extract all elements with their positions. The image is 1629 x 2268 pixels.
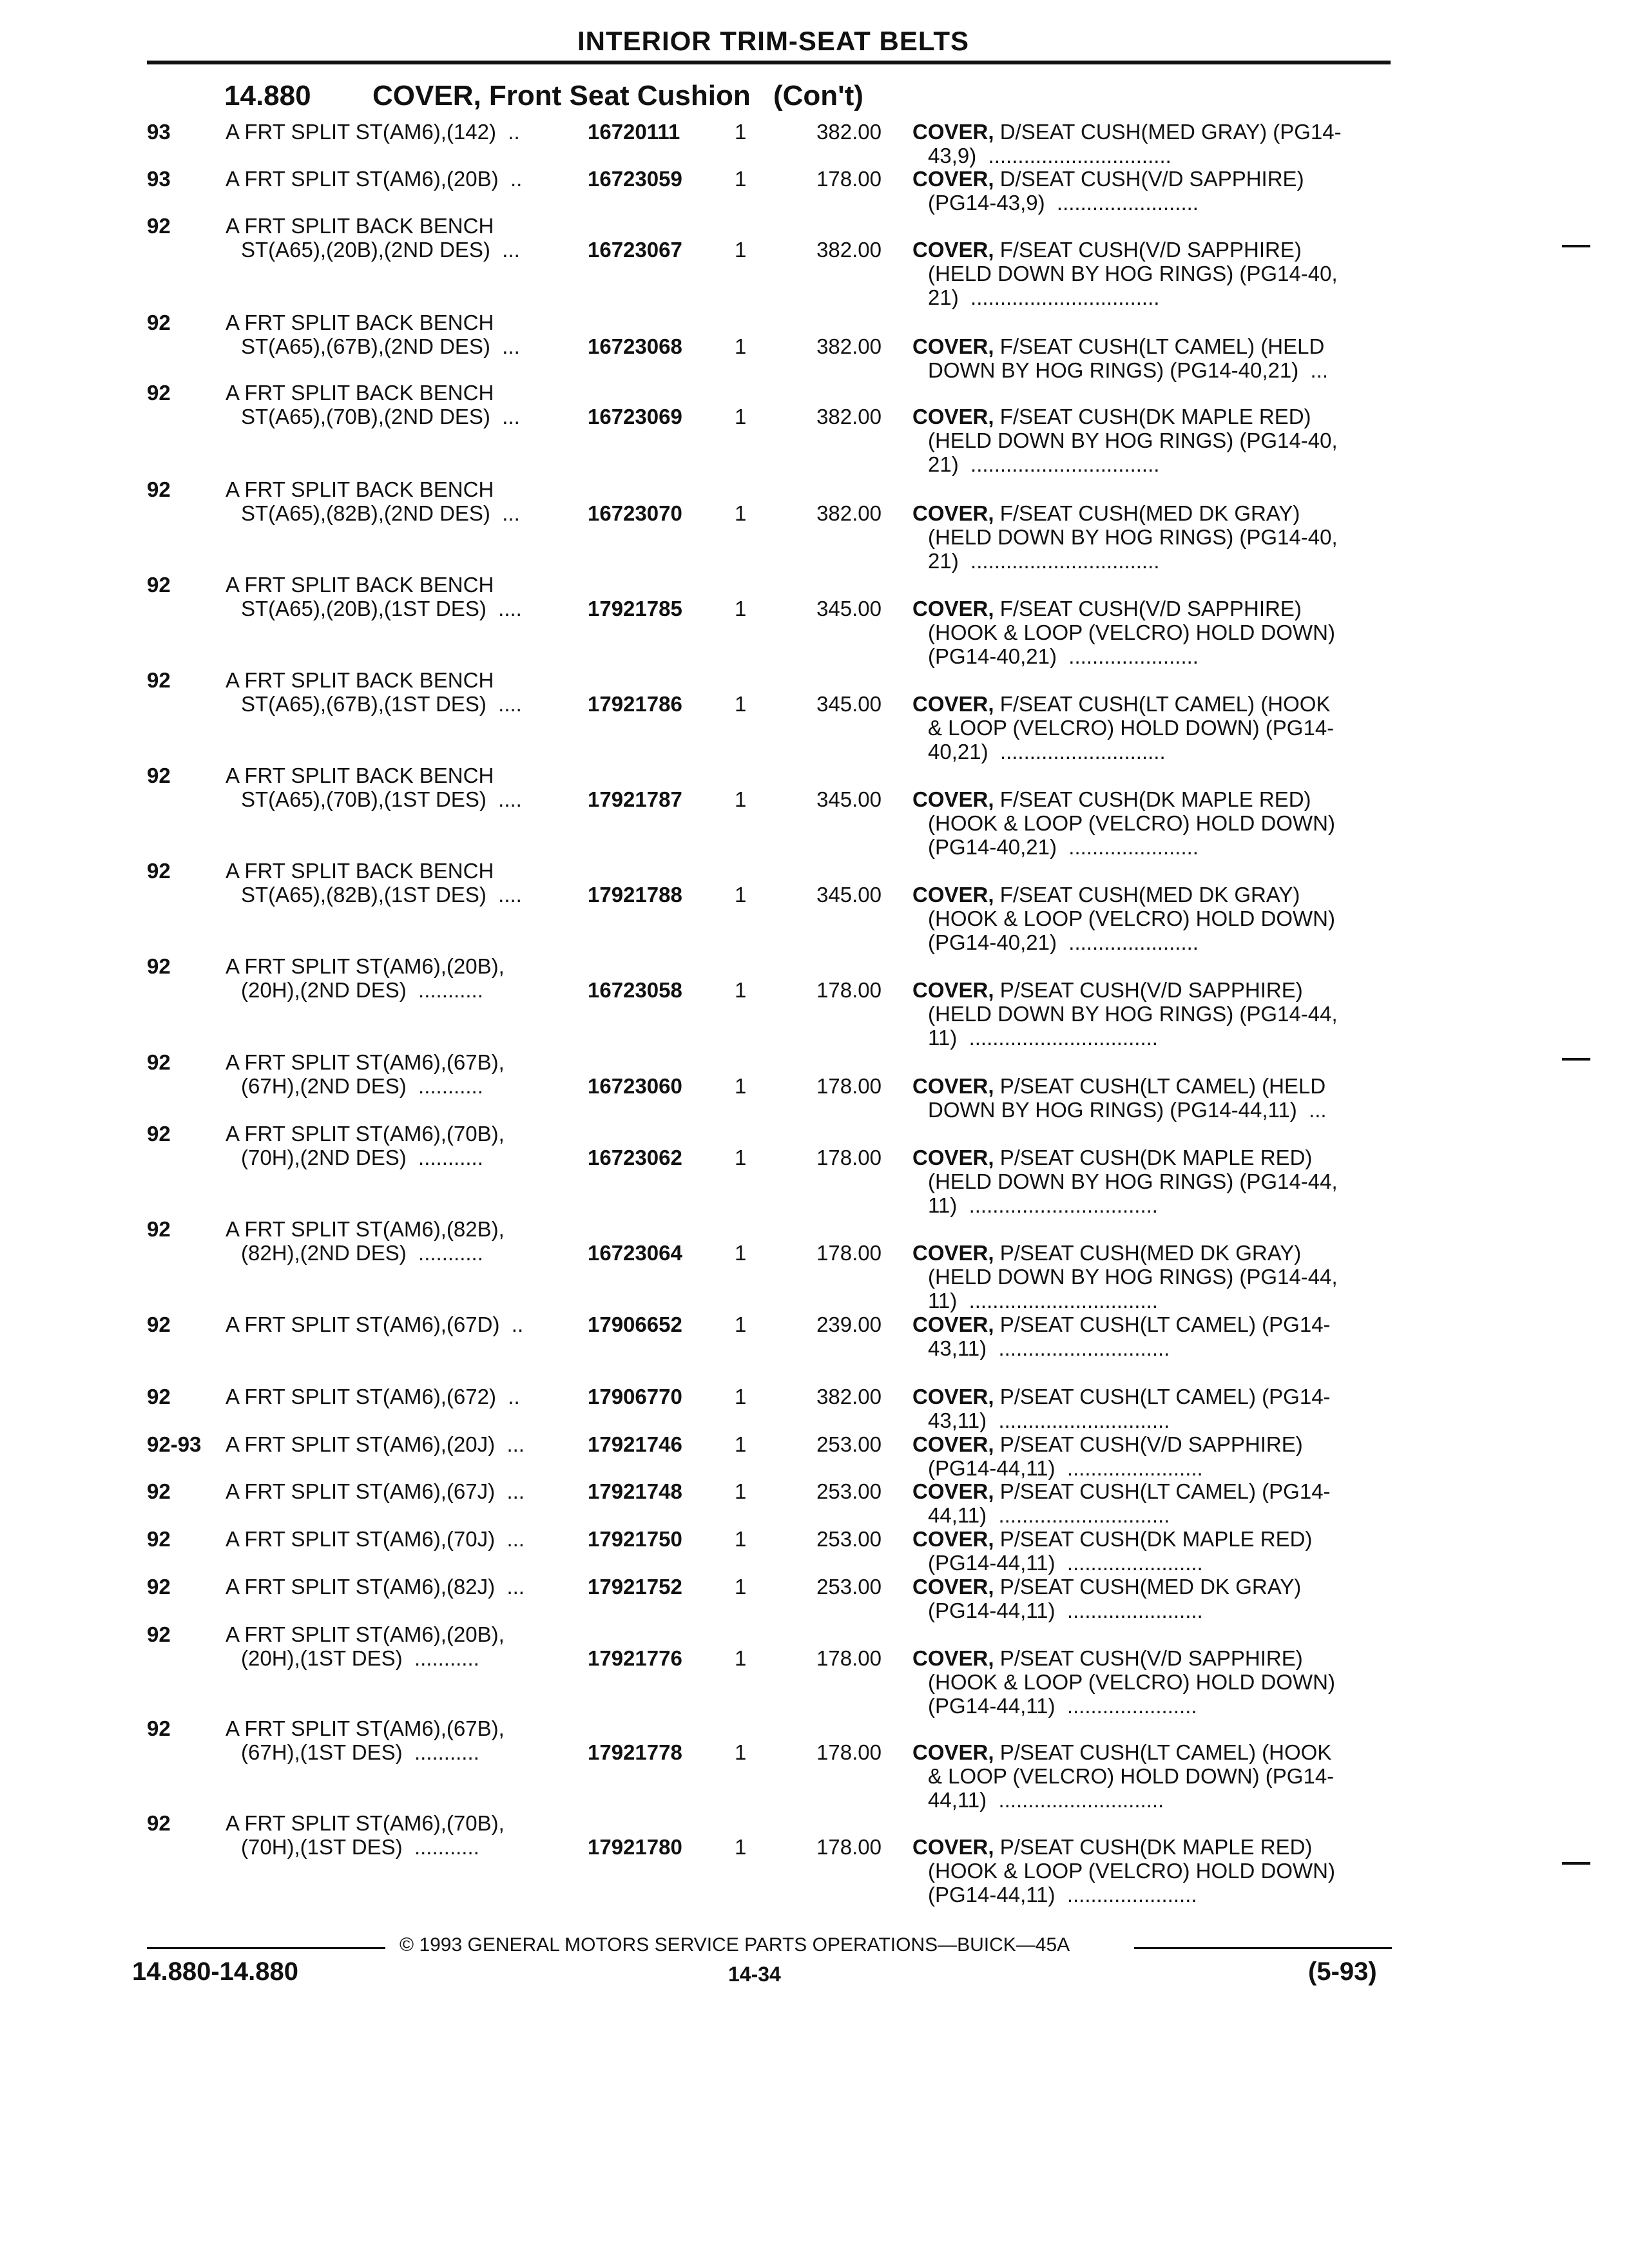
row-price: 253.00 bbox=[816, 1432, 882, 1456]
row-price: 178.00 bbox=[816, 1646, 882, 1670]
row-quantity: 1 bbox=[735, 1646, 747, 1670]
row-description: A FRT SPLIT ST(AM6),(142) .. bbox=[226, 120, 520, 144]
row-note-cont: 11) ................................ bbox=[928, 1289, 1158, 1312]
header-rule bbox=[147, 61, 1391, 64]
row-part-number: 17921776 bbox=[588, 1646, 682, 1670]
row-note-cont: 43,11) ............................. bbox=[928, 1408, 1170, 1432]
section-heading bbox=[224, 80, 863, 112]
row-quantity: 1 bbox=[735, 167, 747, 191]
row-part-number: 16723067 bbox=[588, 238, 682, 262]
row-description: A FRT SPLIT BACK BENCH bbox=[226, 477, 494, 501]
row-part-number: 17921787 bbox=[588, 787, 682, 811]
row-description: A FRT SPLIT BACK BENCH bbox=[226, 311, 494, 334]
row-price: 382.00 bbox=[816, 501, 882, 525]
footer-date-code: (5-93) bbox=[1308, 1957, 1377, 1986]
row-note-cont: & LOOP (VELCRO) HOLD DOWN) (PG14- bbox=[928, 716, 1335, 740]
row-description-cont: (70H),(2ND DES) ........... bbox=[241, 1146, 483, 1169]
row-description: A FRT SPLIT BACK BENCH bbox=[226, 381, 494, 405]
footer-rule-left bbox=[147, 1947, 385, 1949]
row-price: 178.00 bbox=[816, 978, 882, 1002]
row-note-cont: & LOOP (VELCRO) HOLD DOWN) (PG14- bbox=[928, 1764, 1335, 1788]
row-description-cont: (20H),(1ST DES) ........... bbox=[241, 1646, 479, 1670]
row-year: 92 bbox=[147, 1527, 171, 1551]
row-note: COVER, P/SEAT CUSH(MED DK GRAY) bbox=[912, 1575, 1302, 1599]
row-quantity: 1 bbox=[735, 1527, 747, 1551]
row-price: 178.00 bbox=[816, 1740, 882, 1764]
footer-section-range: 14.880-14.880 bbox=[132, 1957, 299, 1986]
row-description-cont: (70H),(1ST DES) ........... bbox=[241, 1835, 479, 1859]
row-note-cont: (HOOK & LOOP (VELCRO) HOLD DOWN) bbox=[928, 907, 1335, 930]
row-description: A FRT SPLIT ST(AM6),(67J) ... bbox=[226, 1479, 525, 1503]
row-description: A FRT SPLIT ST(AM6),(20B) .. bbox=[226, 167, 523, 191]
row-note-cont: (PG14-44,11) ...................... bbox=[928, 1694, 1197, 1718]
row-note: COVER, F/SEAT CUSH(DK MAPLE RED) bbox=[912, 405, 1311, 428]
row-part-number: 16723058 bbox=[588, 978, 682, 1002]
row-note-cont: 11) ................................ bbox=[928, 1193, 1158, 1217]
row-quantity: 1 bbox=[735, 1312, 747, 1336]
row-year: 92 bbox=[147, 1622, 171, 1646]
row-note-cont: 44,11) ............................ bbox=[928, 1788, 1164, 1812]
row-part-number: 16723064 bbox=[588, 1241, 682, 1265]
row-year: 92 bbox=[147, 1385, 171, 1408]
row-description-cont: ST(A65),(82B),(1ST DES) .... bbox=[241, 883, 522, 907]
row-quantity: 1 bbox=[735, 238, 747, 262]
row-description: A FRT SPLIT ST(AM6),(70B), bbox=[226, 1122, 505, 1146]
row-quantity: 1 bbox=[735, 1241, 747, 1265]
row-year: 92 bbox=[147, 1716, 171, 1740]
row-year: 92 bbox=[147, 668, 171, 692]
row-note-cont: (PG14-44,11) ....................... bbox=[928, 1599, 1203, 1622]
row-note: COVER, F/SEAT CUSH(DK MAPLE RED) bbox=[912, 787, 1311, 811]
row-description-cont: (67H),(1ST DES) ........... bbox=[241, 1740, 479, 1764]
row-price: 178.00 bbox=[816, 1835, 882, 1859]
row-description: A FRT SPLIT BACK BENCH bbox=[226, 573, 494, 597]
row-note-cont: (HOOK & LOOP (VELCRO) HOLD DOWN) bbox=[928, 811, 1335, 835]
row-description: A FRT SPLIT BACK BENCH bbox=[226, 214, 494, 238]
row-note: COVER, D/SEAT CUSH(V/D SAPPHIRE) bbox=[912, 167, 1304, 191]
row-quantity: 1 bbox=[735, 1432, 747, 1456]
row-quantity: 1 bbox=[735, 1479, 747, 1503]
row-note: COVER, F/SEAT CUSH(LT CAMEL) (HOOK bbox=[912, 692, 1331, 716]
row-part-number: 17921752 bbox=[588, 1575, 682, 1599]
row-note-cont: (HELD DOWN BY HOG RINGS) (PG14-44, bbox=[928, 1265, 1338, 1289]
row-price: 345.00 bbox=[816, 692, 882, 716]
row-year: 93 bbox=[147, 120, 171, 144]
row-description: A FRT SPLIT ST(AM6),(672) .. bbox=[226, 1385, 520, 1408]
row-year: 92 bbox=[147, 764, 171, 787]
row-description-cont: (82H),(2ND DES) ........... bbox=[241, 1241, 483, 1265]
row-quantity: 1 bbox=[735, 1146, 747, 1169]
row-description: A FRT SPLIT BACK BENCH bbox=[226, 668, 494, 692]
margin-mark bbox=[1562, 1058, 1590, 1061]
row-note-cont: (HELD DOWN BY HOG RINGS) (PG14-40, bbox=[928, 262, 1338, 285]
row-price: 178.00 bbox=[816, 167, 882, 191]
row-description-cont: (20H),(2ND DES) ........... bbox=[241, 978, 483, 1002]
row-part-number: 17921785 bbox=[588, 597, 682, 620]
row-note-cont: 11) ................................ bbox=[928, 1026, 1158, 1050]
row-price: 345.00 bbox=[816, 597, 882, 620]
row-description: A FRT SPLIT ST(AM6),(20B), bbox=[226, 1622, 505, 1646]
margin-mark bbox=[1562, 245, 1590, 247]
row-note: COVER, D/SEAT CUSH(MED GRAY) (PG14- bbox=[912, 120, 1342, 144]
row-note: COVER, P/SEAT CUSH(DK MAPLE RED) bbox=[912, 1835, 1313, 1859]
row-note-cont: 21) ................................ bbox=[928, 285, 1160, 309]
row-note: COVER, P/SEAT CUSH(LT CAMEL) (PG14- bbox=[912, 1312, 1331, 1336]
row-description: A FRT SPLIT ST(AM6),(70J) ... bbox=[226, 1527, 525, 1551]
row-quantity: 1 bbox=[735, 1575, 747, 1599]
row-year: 92 bbox=[147, 1575, 171, 1599]
row-note-cont: (HELD DOWN BY HOG RINGS) (PG14-40, bbox=[928, 428, 1338, 452]
row-note: COVER, F/SEAT CUSH(MED DK GRAY) bbox=[912, 883, 1300, 907]
row-description: A FRT SPLIT ST(AM6),(82B), bbox=[226, 1217, 505, 1241]
row-year: 92 bbox=[147, 1811, 171, 1835]
row-part-number: 17921788 bbox=[588, 883, 682, 907]
row-description-cont: ST(A65),(67B),(2ND DES) ... bbox=[241, 334, 520, 358]
row-quantity: 1 bbox=[735, 1740, 747, 1764]
row-price: 382.00 bbox=[816, 334, 882, 358]
row-year: 92-93 bbox=[147, 1432, 202, 1456]
row-note: COVER, P/SEAT CUSH(LT CAMEL) (PG14- bbox=[912, 1385, 1331, 1408]
row-note: COVER, F/SEAT CUSH(V/D SAPPHIRE) bbox=[912, 597, 1302, 620]
margin-mark bbox=[1562, 1862, 1590, 1865]
row-price: 253.00 bbox=[816, 1527, 882, 1551]
row-note: COVER, P/SEAT CUSH(V/D SAPPHIRE) bbox=[912, 1432, 1303, 1456]
row-note: COVER, F/SEAT CUSH(MED DK GRAY) bbox=[912, 501, 1300, 525]
row-price: 382.00 bbox=[816, 120, 882, 144]
row-quantity: 1 bbox=[735, 883, 747, 907]
row-price: 345.00 bbox=[816, 787, 882, 811]
row-year: 92 bbox=[147, 859, 171, 883]
row-description: A FRT SPLIT ST(AM6),(67D) .. bbox=[226, 1312, 524, 1336]
row-description-cont: ST(A65),(20B),(1ST DES) .... bbox=[241, 597, 522, 620]
row-description: A FRT SPLIT BACK BENCH bbox=[226, 859, 494, 883]
row-description-cont: (67H),(2ND DES) ........... bbox=[241, 1074, 483, 1098]
row-note-cont: (PG14-40,21) ...................... bbox=[928, 835, 1199, 859]
row-price: 345.00 bbox=[816, 883, 882, 907]
row-price: 382.00 bbox=[816, 405, 882, 428]
section-title: COVER, Front Seat Cushion bbox=[372, 80, 751, 111]
row-price: 178.00 bbox=[816, 1241, 882, 1265]
row-price: 382.00 bbox=[816, 1385, 882, 1408]
row-quantity: 1 bbox=[735, 1385, 747, 1408]
row-price: 178.00 bbox=[816, 1074, 882, 1098]
row-note: COVER, F/SEAT CUSH(LT CAMEL) (HELD bbox=[912, 334, 1325, 358]
row-note-cont: (PG14-44,11) ....................... bbox=[928, 1551, 1203, 1575]
row-part-number: 17906770 bbox=[588, 1385, 682, 1408]
footer-copyright: © 1993 GENERAL MOTORS SERVICE PARTS OPERATIONS—BUICK—45A bbox=[400, 1934, 1070, 1956]
row-note-cont: (HELD DOWN BY HOG RINGS) (PG14-44, bbox=[928, 1169, 1338, 1193]
row-year: 92 bbox=[147, 573, 171, 597]
row-note-cont: 43,9) ............................... bbox=[928, 144, 1171, 168]
row-year: 92 bbox=[147, 1122, 171, 1146]
row-year: 92 bbox=[147, 1217, 171, 1241]
section-number: 14.880 bbox=[224, 80, 311, 111]
row-quantity: 1 bbox=[735, 334, 747, 358]
row-note: COVER, P/SEAT CUSH(LT CAMEL) (HELD bbox=[912, 1074, 1326, 1098]
row-description-cont: ST(A65),(70B),(1ST DES) .... bbox=[241, 787, 522, 811]
row-part-number: 16723069 bbox=[588, 405, 682, 428]
row-description: A FRT SPLIT ST(AM6),(67B), bbox=[226, 1050, 505, 1074]
row-note-cont: DOWN BY HOG RINGS) (PG14-44,11) ... bbox=[928, 1098, 1327, 1122]
footer-rule-right bbox=[1134, 1947, 1392, 1949]
row-note-cont: (PG14-43,9) ........................ bbox=[928, 191, 1199, 215]
row-part-number: 17921748 bbox=[588, 1479, 682, 1503]
row-year: 92 bbox=[147, 477, 171, 501]
row-description: A FRT SPLIT ST(AM6),(20B), bbox=[226, 954, 505, 978]
row-note-cont: DOWN BY HOG RINGS) (PG14-40,21) ... bbox=[928, 358, 1329, 382]
row-part-number: 17906652 bbox=[588, 1312, 682, 1336]
row-note-cont: 44,11) ............................. bbox=[928, 1503, 1170, 1527]
row-price: 382.00 bbox=[816, 238, 882, 262]
row-year: 92 bbox=[147, 214, 171, 238]
row-year: 92 bbox=[147, 1479, 171, 1503]
row-note: COVER, F/SEAT CUSH(V/D SAPPHIRE) bbox=[912, 238, 1302, 262]
row-quantity: 1 bbox=[735, 501, 747, 525]
row-quantity: 1 bbox=[735, 405, 747, 428]
row-note-cont: 43,11) ............................. bbox=[928, 1336, 1170, 1360]
row-description-cont: ST(A65),(20B),(2ND DES) ... bbox=[241, 238, 520, 262]
row-description-cont: ST(A65),(70B),(2ND DES) ... bbox=[241, 405, 520, 428]
row-note-cont: (PG14-44,11) ...................... bbox=[928, 1883, 1197, 1907]
row-description-cont: ST(A65),(67B),(1ST DES) .... bbox=[241, 692, 522, 716]
row-part-number: 16723068 bbox=[588, 334, 682, 358]
row-part-number: 16723070 bbox=[588, 501, 682, 525]
row-year: 92 bbox=[147, 1050, 171, 1074]
row-price: 253.00 bbox=[816, 1479, 882, 1503]
row-note-cont: 21) ................................ bbox=[928, 549, 1160, 573]
row-part-number: 16720111 bbox=[588, 120, 680, 144]
row-note-cont: 40,21) ............................ bbox=[928, 740, 1166, 764]
row-price: 253.00 bbox=[816, 1575, 882, 1599]
row-description-cont: ST(A65),(82B),(2ND DES) ... bbox=[241, 501, 520, 525]
row-quantity: 1 bbox=[735, 1835, 747, 1859]
row-note-cont: (HOOK & LOOP (VELCRO) HOLD DOWN) bbox=[928, 620, 1335, 644]
row-quantity: 1 bbox=[735, 978, 747, 1002]
row-quantity: 1 bbox=[735, 787, 747, 811]
row-note: COVER, P/SEAT CUSH(V/D SAPPHIRE) bbox=[912, 978, 1303, 1002]
row-note-cont: (HOOK & LOOP (VELCRO) HOLD DOWN) bbox=[928, 1670, 1335, 1694]
row-part-number: 17921780 bbox=[588, 1835, 682, 1859]
row-part-number: 16723060 bbox=[588, 1074, 682, 1098]
row-part-number: 16723062 bbox=[588, 1146, 682, 1169]
row-quantity: 1 bbox=[735, 597, 747, 620]
page-title: INTERIOR TRIM-SEAT BELTS bbox=[577, 26, 970, 56]
row-description: A FRT SPLIT BACK BENCH bbox=[226, 764, 494, 787]
row-note: COVER, P/SEAT CUSH(V/D SAPPHIRE) bbox=[912, 1646, 1303, 1670]
row-price: 178.00 bbox=[816, 1146, 882, 1169]
row-part-number: 17921778 bbox=[588, 1740, 682, 1764]
row-year: 92 bbox=[147, 1312, 171, 1336]
row-note: COVER, P/SEAT CUSH(MED DK GRAY) bbox=[912, 1241, 1302, 1265]
row-note-cont: (HELD DOWN BY HOG RINGS) (PG14-44, bbox=[928, 1002, 1338, 1026]
row-part-number: 17921746 bbox=[588, 1432, 682, 1456]
row-note-cont: 21) ................................ bbox=[928, 452, 1160, 476]
section-continued: (Con't) bbox=[773, 80, 863, 111]
footer-page-number: 14-34 bbox=[728, 1963, 781, 1986]
row-year: 92 bbox=[147, 381, 171, 405]
row-part-number: 17921786 bbox=[588, 692, 682, 716]
row-quantity: 1 bbox=[735, 120, 747, 144]
row-note: COVER, P/SEAT CUSH(DK MAPLE RED) bbox=[912, 1527, 1313, 1551]
row-year: 93 bbox=[147, 167, 171, 191]
row-note-cont: (PG14-40,21) ...................... bbox=[928, 930, 1199, 954]
row-note: COVER, P/SEAT CUSH(DK MAPLE RED) bbox=[912, 1146, 1313, 1169]
row-year: 92 bbox=[147, 311, 171, 334]
row-note-cont: (PG14-44,11) ....................... bbox=[928, 1456, 1203, 1480]
row-note: COVER, P/SEAT CUSH(LT CAMEL) (HOOK bbox=[912, 1740, 1332, 1764]
row-quantity: 1 bbox=[735, 1074, 747, 1098]
row-description: A FRT SPLIT ST(AM6),(70B), bbox=[226, 1811, 505, 1835]
row-description: A FRT SPLIT ST(AM6),(20J) ... bbox=[226, 1432, 525, 1456]
row-description: A FRT SPLIT ST(AM6),(67B), bbox=[226, 1716, 505, 1740]
row-year: 92 bbox=[147, 954, 171, 978]
row-part-number: 16723059 bbox=[588, 167, 682, 191]
row-part-number: 17921750 bbox=[588, 1527, 682, 1551]
row-quantity: 1 bbox=[735, 692, 747, 716]
row-note-cont: (PG14-40,21) ...................... bbox=[928, 644, 1199, 668]
row-note-cont: (HELD DOWN BY HOG RINGS) (PG14-40, bbox=[928, 525, 1338, 549]
row-description: A FRT SPLIT ST(AM6),(82J) ... bbox=[226, 1575, 525, 1599]
row-price: 239.00 bbox=[816, 1312, 882, 1336]
row-note-cont: (HOOK & LOOP (VELCRO) HOLD DOWN) bbox=[928, 1859, 1335, 1883]
row-note: COVER, P/SEAT CUSH(LT CAMEL) (PG14- bbox=[912, 1479, 1331, 1503]
